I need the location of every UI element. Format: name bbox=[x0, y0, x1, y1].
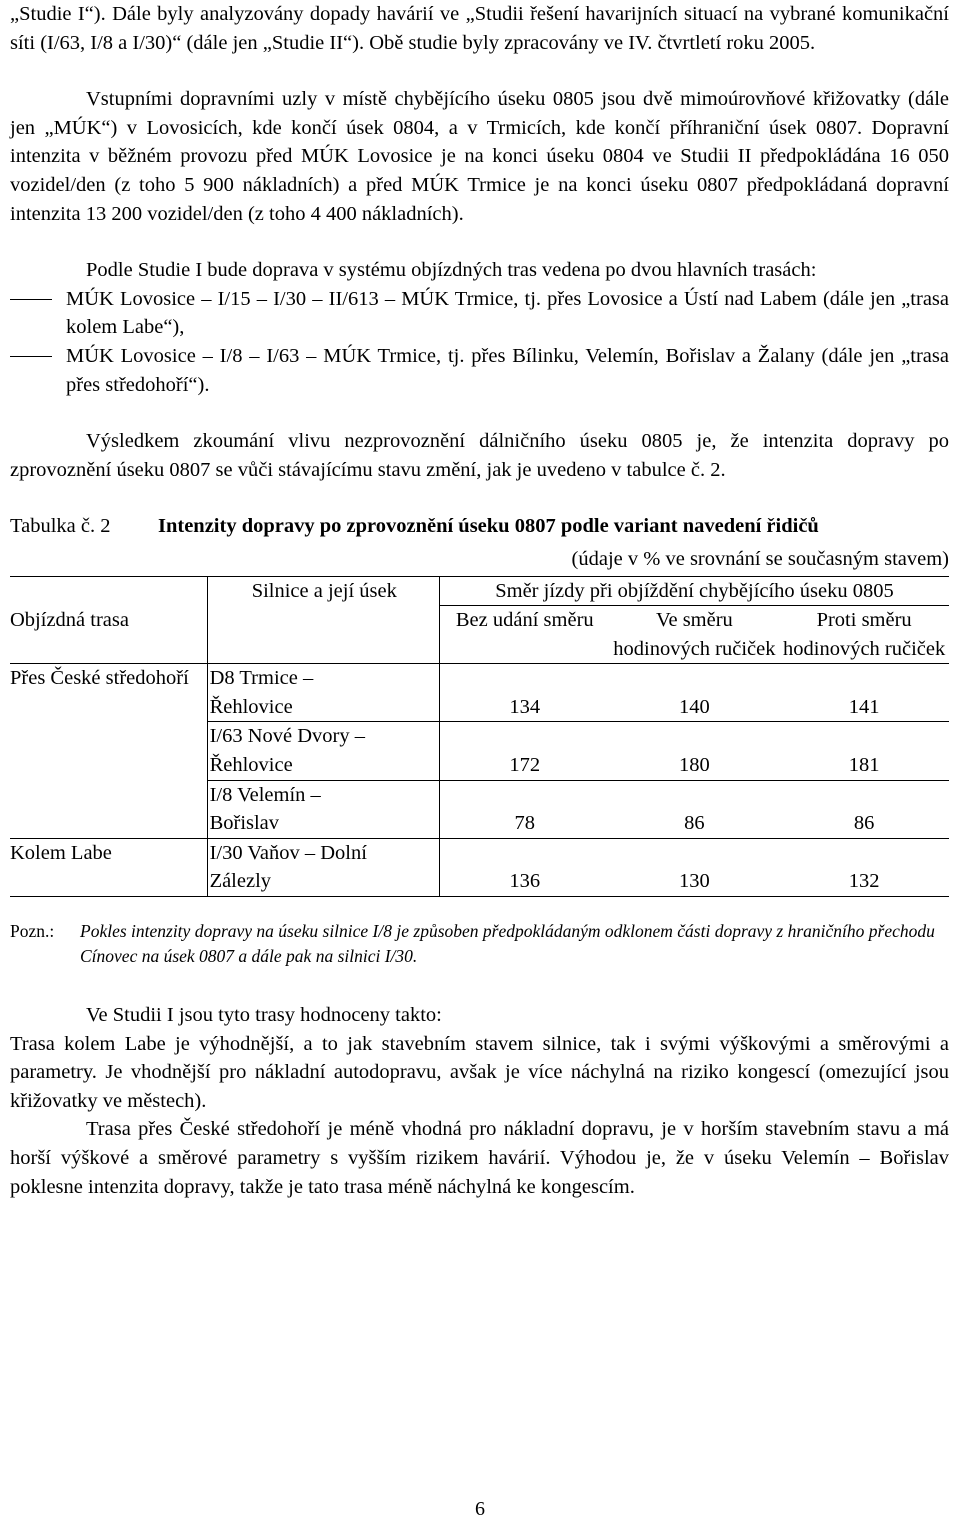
detour-route-list bbox=[10, 285, 949, 399]
cell-value-ccw: 181 bbox=[779, 722, 949, 780]
cell-value-none: 134 bbox=[440, 664, 610, 722]
table-header-row bbox=[10, 576, 949, 606]
cell-road-line: I/30 Vaňov – Dolní bbox=[209, 841, 367, 864]
table-row bbox=[10, 838, 949, 896]
paragraph-stredohori-route: Trasa přes České středohoří je méně vhodná pro nákladní dopravu, je v horším stavebním stavu a má horší výškové a směrové parametry s vyšším rizikem havárií. Výhodou je, že v úseku Velemín – Bořislav poklesne intenzita dopravy, takže je tato trasa méně náchylná ke kongescím. bbox=[10, 1118, 949, 1198]
traffic-intensity-table bbox=[10, 576, 949, 898]
header-route: Objízdná trasa bbox=[10, 576, 207, 664]
header-road: Silnice a její úsek bbox=[207, 576, 439, 664]
note-label: Pozn.: bbox=[10, 921, 55, 942]
cell-value-cw: 86 bbox=[610, 780, 780, 838]
paragraph-detour-intro: Podle Studie I bude doprava v systému objízdných tras vedena po dvou hlavních trasách: bbox=[86, 259, 817, 282]
paragraph-result: Výsledkem zkoumání vlivu nezprovoznění dálničního úseku 0805 je, že intenzita dopravy po zprovoznění úseku 0807 se vůči stávajícímu stavu změní, jak je uvedeno v tabulce č. 2. bbox=[10, 430, 949, 481]
cell-value-none: 78 bbox=[440, 780, 610, 838]
subheader-clockwise: Ve směru hodinových ručiček bbox=[613, 609, 776, 660]
document-page bbox=[10, 0, 949, 1201]
paragraph-traffic-nodes: Vstupními dopravními uzly v místě chybějícího úseku 0805 jsou dvě mimoúrovňové křižovatky (dále jen „MÚK“) v Lovosicích, kde končí úsek 0804, a v Trmicích, kde končí příhraniční úsek 0807. Dopravní intenzita v běžném provozu před MÚK Lovosice je na konci úseku 0804 ve Studii II předpokládána 16 050 vozidel/den (z toho 5 900 nákladních) a před MÚK Trmice je na konci úseku 0807 předpokládaná dopravní intenzita 13 200 vozidel/den (z toho 4 400 nákladních). bbox=[10, 88, 949, 225]
cell-road-line: Zálezly bbox=[209, 870, 272, 893]
cell-value-ccw: 141 bbox=[779, 664, 949, 722]
cell-value-none: 136 bbox=[440, 838, 610, 896]
page-number: 6 bbox=[475, 1498, 485, 1520]
cell-value-cw: 140 bbox=[610, 664, 780, 722]
cell-road-line: I/8 Velemín – bbox=[209, 783, 321, 806]
table-caption-lead: Tabulka č. 2 bbox=[10, 515, 111, 538]
cell-route: Přes České středohoří bbox=[10, 664, 207, 722]
cell-road bbox=[207, 722, 439, 780]
paragraph-labe-route: Trasa kolem Labe je výhodnější, a to jak stavebním stavem silnice, tak i svými výškovými a směrovými a parametry. Je vhodnější pro nákladní autodopravu, avšak je více náchylná na riziko kongescí (omezující jsou křižovatky ve městech). bbox=[10, 1032, 949, 1112]
cell-road bbox=[207, 838, 439, 896]
paragraph-evaluation-intro: Ve Studii I jsou tyto trasy hodnoceny takto: bbox=[86, 1004, 442, 1027]
table-note bbox=[10, 919, 949, 969]
cell-road-line: D8 Trmice – bbox=[209, 667, 314, 690]
cell-value-ccw: 132 bbox=[779, 838, 949, 896]
header-direction: Směr jízdy při objíždění chybějícího úseku 0805 bbox=[440, 576, 950, 606]
cell-value-cw: 180 bbox=[610, 722, 780, 780]
table-caption bbox=[10, 512, 949, 541]
list-item: MÚK Lovosice – I/15 – I/30 – II/613 – MÚK Trmice, tj. přes Lovosice a Ústí nad Labem (dále jen „trasa kolem Labe“), bbox=[10, 285, 949, 342]
subheader-counterclockwise: Proti směru hodinových ručiček bbox=[783, 609, 946, 660]
cell-route bbox=[10, 722, 207, 780]
paragraph-studies: „Studie I“). Dále byly analyzovány dopady havárií ve „Studii řešení havarijních situací na vybrané komunikační síti (I/63, I/8 a I/30)“ (dále jen „Studie II“). Obě studie byly zpracovány ve IV. čtvrtletí roku 2005. bbox=[10, 3, 949, 54]
cell-value-ccw: 86 bbox=[779, 780, 949, 838]
note-text: Pokles intenzity dopravy na úseku silnice I/8 je způsoben předpokládaným odklonem části dopravy z hraničního přechodu Cínovec na úsek 0807 a dále pak na silnici I/30. bbox=[80, 921, 935, 967]
table-row bbox=[10, 780, 949, 838]
cell-road bbox=[207, 664, 439, 722]
cell-road-line: Řehlovice bbox=[209, 754, 293, 777]
table-row bbox=[10, 722, 949, 780]
cell-road-line: Řehlovice bbox=[209, 695, 293, 718]
table-caption-title: Intenzity dopravy po zprovoznění úseku 0807 podle variant navedení řidičů bbox=[158, 515, 819, 538]
list-item: MÚK Lovosice – I/8 – I/63 – MÚK Trmice, tj. přes Bílinku, Velemín, Bořislav a Žalany (dále jen „trasa přes středohoří“). bbox=[10, 342, 949, 399]
cell-road-line: Bořislav bbox=[209, 812, 280, 835]
cell-value-cw: 130 bbox=[610, 838, 780, 896]
cell-route: Kolem Labe bbox=[10, 838, 207, 896]
cell-road bbox=[207, 780, 439, 838]
cell-value-none: 172 bbox=[440, 722, 610, 780]
table-row bbox=[10, 664, 949, 722]
table-units-note: (údaje v % ve srovnání se současným stavem) bbox=[571, 547, 949, 570]
subheader-no-direction: Bez udání směru bbox=[455, 609, 594, 632]
cell-road-line: I/63 Nové Dvory – bbox=[209, 725, 365, 748]
cell-route bbox=[10, 780, 207, 838]
